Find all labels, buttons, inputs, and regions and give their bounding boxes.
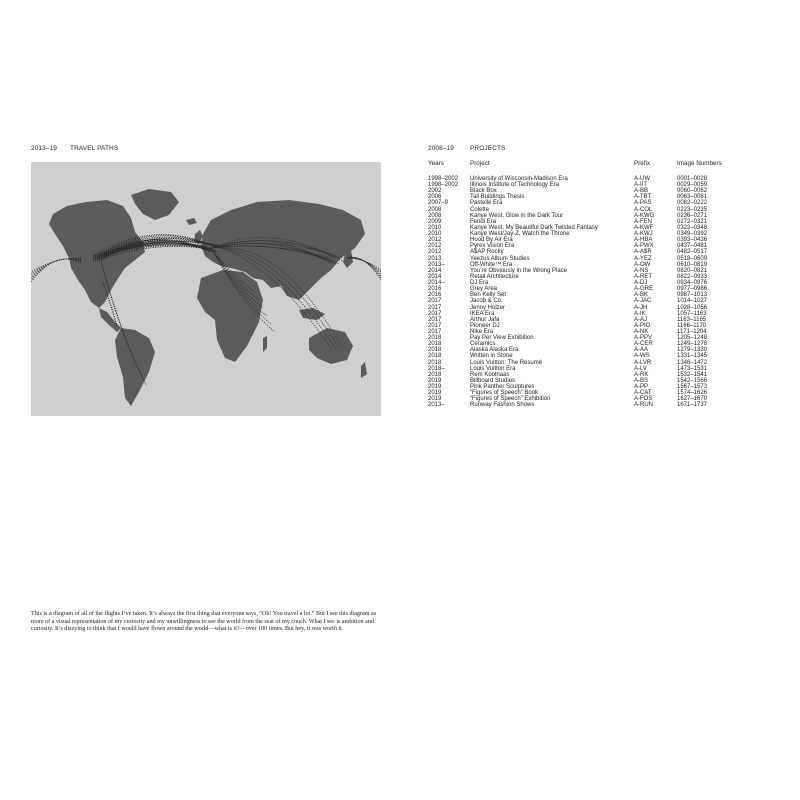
row-prefix: A-PP (634, 384, 649, 391)
row-image-numbers: 1331–1345 (677, 353, 708, 360)
row-prefix: A-GRE (634, 286, 654, 293)
row-year: 2009 (428, 218, 442, 225)
row-image-numbers: 1627–1670 (677, 396, 708, 403)
row-year: 2014– (428, 280, 445, 287)
row-prefix: A-CAT (634, 390, 652, 397)
row-year: 2014 (428, 273, 442, 280)
row-year: 2012 (428, 243, 442, 250)
row-project: Arthur Jafa (470, 316, 500, 323)
row-prefix: A-PWX (634, 243, 654, 250)
header-prefix: Prefix (634, 160, 651, 167)
row-year: 2013– (428, 402, 445, 409)
row-year: 2010 (428, 224, 442, 231)
row-prefix: A-PIO (634, 322, 651, 329)
row-project: Hood By Air Era (470, 237, 513, 244)
row-project: Nike Era (470, 329, 494, 335)
row-prefix: A-BB (634, 188, 649, 195)
row-prefix: A-PAS (634, 200, 652, 207)
row-project: Louis Vuitton Era (470, 365, 516, 372)
row-year: 2013 (428, 255, 442, 262)
row-image-numbers: 0223–0235 (677, 206, 708, 213)
row-project: Fendi Era (470, 218, 497, 225)
row-prefix: A-OW (634, 261, 651, 268)
row-image-numbers: 0393–0436 (677, 237, 708, 244)
row-year: 2019 (428, 396, 442, 403)
row-image-numbers: 1166–1170 (677, 322, 707, 329)
row-image-numbers: 0934–0976 (677, 280, 708, 287)
row-year: 2017 (428, 322, 442, 329)
row-image-numbers: 1279–1330 (677, 347, 708, 354)
row-prefix: A-RET (634, 273, 652, 280)
row-prefix: A-NS (634, 267, 649, 274)
row-project: Kanye West/Jay-Z, Watch the Throne (470, 231, 570, 238)
row-project: Pink Panther Sculptures (470, 384, 535, 391)
row-year: 2006 (428, 194, 442, 201)
row-image-numbers: 0987–1013 (677, 292, 708, 299)
row-image-numbers: 1346–1472 (677, 359, 708, 366)
row-year: 2008 (428, 212, 442, 219)
row-year: 2017 (428, 329, 442, 335)
row-prefix: A-LVR (634, 359, 652, 366)
row-year: 2012 (428, 237, 442, 244)
row-year: 2018 (428, 353, 442, 360)
row-year: 2017 (428, 310, 442, 317)
row-project: Rem Koolhaas (470, 371, 510, 378)
row-year: 1998–2002 (428, 176, 459, 182)
row-image-numbers: 0822–0933 (677, 273, 708, 280)
row-project: You’re Obviously in the Wrong Place (470, 267, 568, 274)
row-year: 1998–2002 (428, 182, 459, 189)
row-image-numbers: 1473–1531 (677, 365, 708, 372)
row-year: 2017 (428, 304, 442, 311)
row-prefix: A-AJ (634, 316, 648, 323)
row-prefix: A-WS (634, 353, 650, 360)
row-image-numbers: 0272–0321 (677, 218, 708, 225)
row-year: 2019 (428, 377, 442, 384)
row-project: “Figures of Speech” Book (470, 390, 539, 397)
row-prefix: A-PPV (634, 335, 653, 342)
row-prefix: A-AA (634, 347, 649, 354)
row-image-numbers: 0820–0821 (677, 267, 708, 274)
row-project: Grey Area (470, 286, 498, 293)
row-project: IKEA Era (470, 310, 495, 317)
row-prefix: A-CER (634, 341, 653, 348)
row-year: 2018 (428, 371, 442, 378)
row-project: DJ Era (470, 280, 489, 287)
row-image-numbers: 0349–0392 (677, 231, 708, 238)
row-prefix: A-JAC (634, 298, 652, 305)
row-prefix: A-COL (634, 206, 653, 213)
row-project: Louis Vuitton: The Resumé (470, 359, 543, 366)
row-year: 2018 (428, 341, 442, 348)
row-project: Pay Per View Exhibition (470, 335, 534, 342)
row-project: Yeezus Album Studies (470, 255, 530, 262)
row-project: Written in Stone (470, 353, 513, 360)
row-prefix: A-NK (634, 329, 649, 335)
world-map-landmass (49, 189, 367, 406)
row-prefix: A-BK (634, 292, 649, 299)
map-caption: This is a diagram of all of the flights I’ve taken. It’s always the first thing that everyone says, “Oh! You travel a lot.” But I see this diagram as more of a visual representation of my curiosity and my unwillingness to see the world from the seat of my couch. What I see is ambition and curiosity. It’s dizzying to think that I would have flown around the world—what is it?—over 100 times. But hey, it was worth it. (31, 611, 377, 632)
row-project: “Figures of Speech” Exhibition (470, 396, 551, 403)
section-title-projects: PROJECTS (470, 145, 506, 152)
row-year: 2007–9 (428, 200, 449, 207)
section-year-left: 2013–19 (31, 145, 58, 152)
row-project: Pastelle Era (470, 200, 503, 207)
row-project: Black Box (470, 188, 497, 195)
row-year: 2012 (428, 249, 442, 256)
row-project: Ceramics (470, 341, 496, 348)
row-project: Runway Fashion Shows (470, 402, 535, 409)
row-year: 2018– (428, 365, 445, 372)
row-image-numbers: 1567–1573 (677, 384, 708, 391)
row-image-numbers: 1057–1163 (677, 310, 707, 317)
row-prefix: A-IIT (634, 182, 647, 189)
row-prefix: A-A$R (634, 249, 652, 256)
row-year: 2002 (428, 188, 442, 195)
row-prefix: A-KWG (634, 212, 655, 219)
row-year: 2014 (428, 267, 442, 274)
row-prefix: A-YEZ (634, 255, 652, 262)
row-project: Illinois Institute of Technology Era (470, 182, 559, 189)
row-prefix: A-LV (634, 365, 647, 372)
row-year: 2018 (428, 359, 442, 366)
row-image-numbers: 1205–1248 (677, 335, 708, 342)
row-project: Kanye West, My Beautiful Dark Twisted Fantasy (470, 224, 598, 231)
row-year: 2019 (428, 384, 442, 391)
row-image-numbers: 0029–0059 (677, 182, 708, 189)
row-year: 2013– (428, 261, 445, 268)
row-project: Kanye West, Glow in the Dark Tour (470, 212, 564, 219)
row-project: Retail Architecture (470, 273, 519, 280)
row-prefix: A-DJ (634, 280, 648, 287)
row-prefix: A-JH (634, 304, 648, 311)
travel-paths-map (31, 162, 381, 416)
row-image-numbers: 1028–1056 (677, 304, 708, 311)
header-years: Years (428, 160, 444, 167)
row-image-numbers: 0060–0062 (677, 188, 708, 195)
row-project: Billboard Studies (470, 377, 516, 384)
row-image-numbers: 0610–0819 (677, 261, 708, 268)
row-project: Jenny Holzer (470, 304, 506, 311)
row-image-numbers: 0236–0271 (677, 212, 708, 219)
row-year: 2008 (428, 206, 442, 213)
row-image-numbers: 1171–1204 (677, 329, 707, 335)
section-year-right: 2008–19 (428, 145, 455, 152)
row-project: Pioneer DJ (470, 322, 500, 329)
row-prefix: A-TBT (634, 194, 652, 201)
row-project: Ben Kelly Set (470, 292, 507, 299)
header-project: Project (470, 160, 490, 167)
row-image-numbers: 1163–1165 (677, 316, 707, 323)
row-prefix: A-FOS (634, 396, 653, 403)
row-year: 2017 (428, 298, 442, 305)
row-prefix: A-HBA (634, 237, 653, 244)
row-prefix: A-RUN (634, 402, 653, 409)
row-image-numbers: 1542–1566 (677, 377, 708, 384)
row-project: Alaska Alaska Era (470, 347, 519, 354)
row-project: Colette (470, 206, 490, 213)
row-image-numbers: 0518–0609 (677, 255, 708, 262)
row-year: 2017 (428, 316, 442, 323)
row-image-numbers: 0437–0481 (677, 243, 708, 250)
row-image-numbers: 1532–1541 (677, 371, 708, 378)
row-prefix: A-KWF (634, 224, 654, 231)
row-project: University of Wisconsin-Madison Era (470, 176, 568, 182)
row-year: 2019 (428, 390, 442, 397)
row-prefix: A-FEN (634, 218, 652, 225)
row-image-numbers: 0482–0517 (677, 249, 708, 256)
row-prefix: A-UW (634, 176, 650, 182)
row-year: 2018 (428, 347, 442, 354)
row-image-numbers: 1671–1737 (677, 402, 708, 409)
row-prefix: A-IK (634, 310, 646, 317)
row-year: 2010 (428, 231, 442, 238)
row-year: 2016 (428, 292, 442, 299)
row-year: 2018 (428, 335, 442, 342)
row-image-numbers: 0001–0028 (677, 176, 708, 182)
row-project: Off-White™ Era (470, 261, 513, 268)
row-project: Jacob & Co. (470, 298, 503, 305)
row-image-numbers: 0322–0348 (677, 224, 708, 231)
row-prefix: A-BS (634, 377, 649, 384)
row-project: A$AP Rocky (470, 249, 504, 256)
row-prefix: A-RK (634, 371, 649, 378)
row-image-numbers: 0082–0222 (677, 200, 708, 207)
row-project: Pyrex Vision Era (470, 243, 515, 250)
row-image-numbers: 1249–1278 (677, 341, 708, 348)
row-image-numbers: 1574–1626 (677, 390, 708, 397)
row-prefix: A-KWJ (634, 231, 653, 238)
section-title-travel-paths: TRAVEL PATHS (70, 145, 119, 152)
header-image-numbers: Image Numbers (677, 160, 722, 167)
row-image-numbers: 1014–1027 (677, 298, 708, 305)
row-project: Tall Buildings Thesis (470, 194, 525, 201)
row-image-numbers: 0977–0986 (677, 286, 708, 293)
row-image-numbers: 0063–0081 (677, 194, 708, 201)
row-year: 2016 (428, 286, 442, 293)
